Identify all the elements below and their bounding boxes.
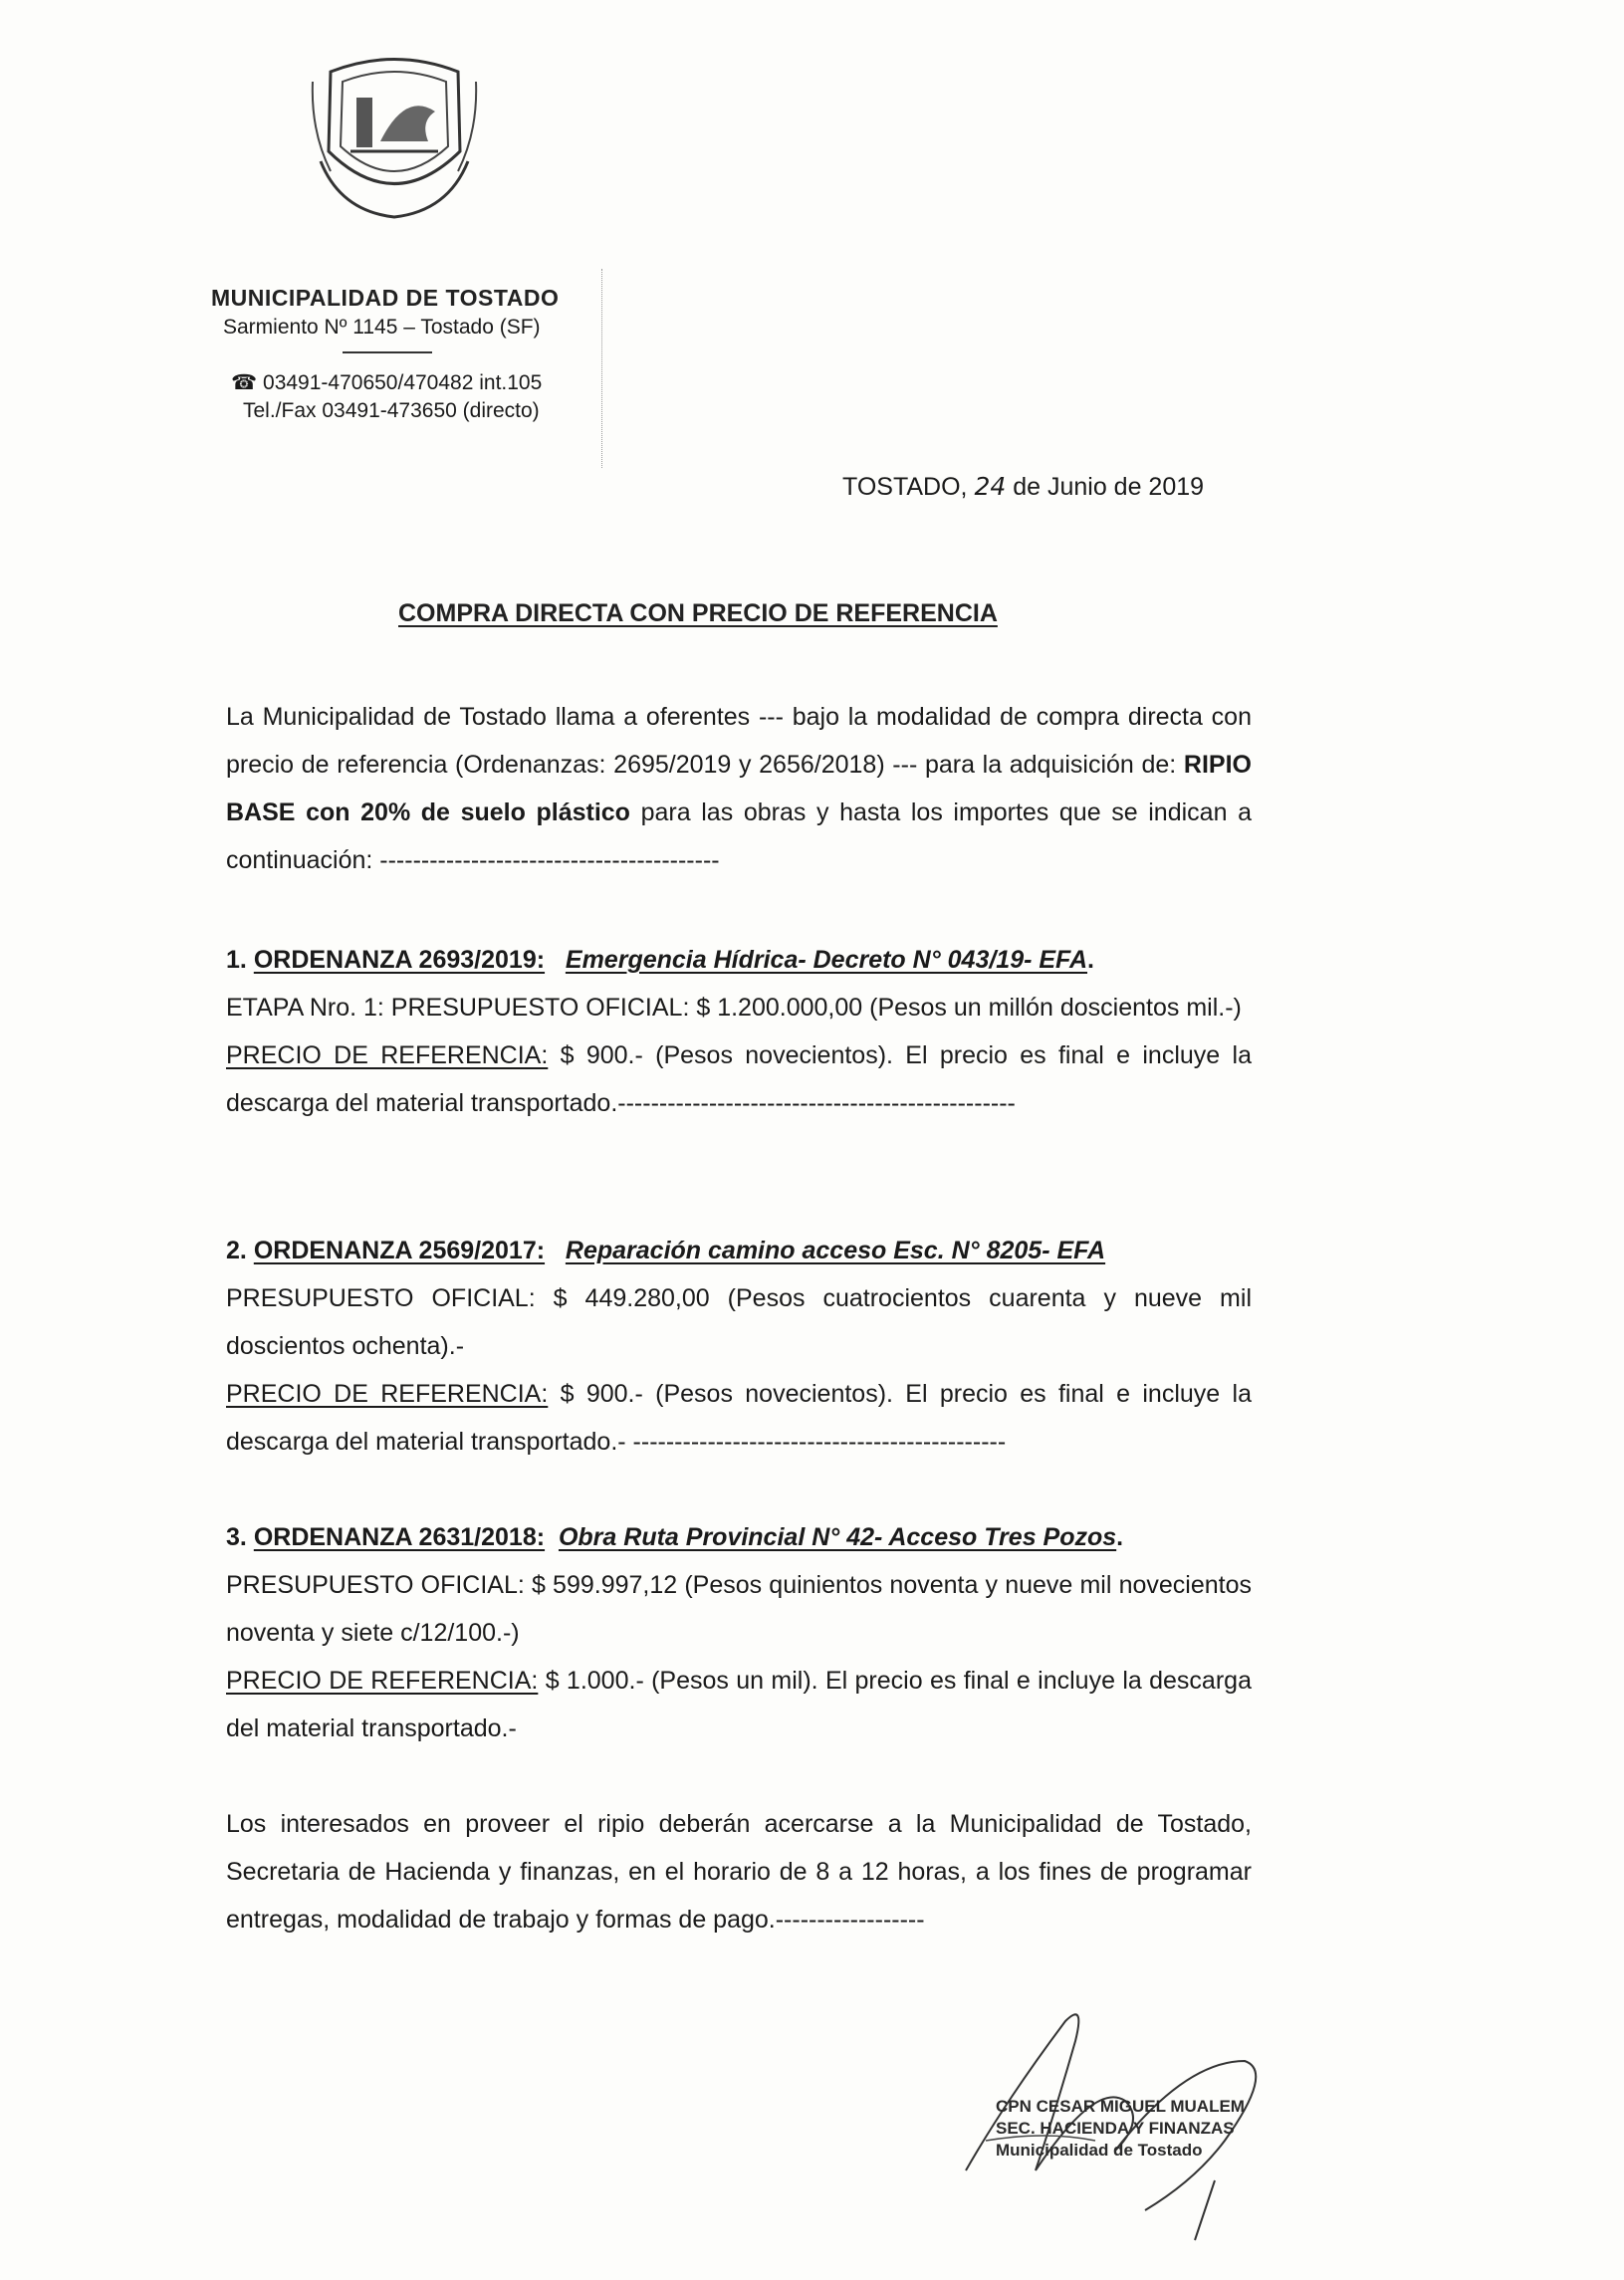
official-budget: PRESUPUESTO OFICIAL: $ 449.280,00 (Pesos cuatrocientos cuarenta y nueve mil doscientos ochenta).- (226, 1284, 1252, 1360)
ordinance-section-3 (226, 1513, 1252, 1752)
ordinance-section-2 (226, 1227, 1252, 1466)
fax-number: Tel./Fax 03491-473650 (directo) (243, 399, 540, 422)
closing-paragraph: Los interesados en proveer el ripio deberán acercarse a la Municipalidad de Tostado, Secretaria de Hacienda y finanzas, en el horario de 8 a 12 horas, a los fines de programar entregas, modalidad de trabajo y formas de pago.------------------ (226, 1810, 1252, 1934)
header-margin-line (601, 269, 602, 468)
signature-stamp: CPN CESAR MIGUEL MUALEM SEC. HACIENDA Y FINANZAS Municipalidad de Tostado (996, 2097, 1245, 2160)
reference-price: PRECIO DE REFERENCIA: $ 900.- (Pesos novecientos). El precio es final e incluye la descarga del material transportado.------------------------------------------------ (226, 1041, 1252, 1117)
letterhead (211, 285, 609, 425)
document-date: TOSTADO, 24 de Junio de 2019 (842, 472, 1205, 501)
official-budget: ETAPA Nro. 1: PRESUPUESTO OFICIAL: $ 1.200.000,00 (Pesos un millón doscientos mil.-) (226, 994, 1242, 1022)
material-name: RIPIO BASE con 20% de suelo plástico (226, 751, 1252, 826)
handwritten-day: 24 (974, 472, 1007, 501)
reference-price: PRECIO DE REFERENCIA: $ 1.000.- (Pesos un mil). El precio es final e incluye la descarga del material transportado.- (226, 1667, 1252, 1742)
section-heading: 2. ORDENANZA 2569/2017: Reparación camino acceso Esc. N° 8205- EFA (226, 1237, 1106, 1264)
telephone-icon: ☎ (231, 371, 258, 394)
section-heading: 1. ORDENANZA 2693/2019: Emergencia Hídrica- Decreto N° 043/19- EFA. (226, 946, 1094, 974)
phone-number: 03491-470650/470482 int.105 (263, 371, 543, 394)
ordinance-section-1 (226, 936, 1252, 1127)
official-budget: PRESUPUESTO OFICIAL: $ 599.997,12 (Pesos quinientos noventa y nueve mil novecientos noventa y siete c/12/100.-) (226, 1571, 1252, 1647)
municipal-coat-of-arms-icon (311, 42, 478, 221)
intro-paragraph: La Municipalidad de Tostado llama a oferentes --- bajo la modalidad de compra directa con precio de referencia (Ordenanzas: 2695/2019 y 2656/2018) --- para la adquisición de: RIPIO BASE con 20% de suelo plástico para las obras y hasta los importes que se indican a continuación: ----------------------------------------- (226, 703, 1252, 874)
header-divider (343, 351, 432, 353)
reference-price: PRECIO DE REFERENCIA: $ 900.- (Pesos novecientos). El precio es final e incluye la descarga del material transportado.- --------------------------------------------- (226, 1380, 1252, 1456)
document-title: COMPRA DIRECTA CON PRECIO DE REFERENCIA (398, 599, 998, 627)
municipality-name: MUNICIPALIDAD DE TOSTADO (211, 285, 560, 311)
municipality-address: Sarmiento Nº 1145 – Tostado (SF) (223, 316, 541, 339)
contact-info (211, 369, 609, 425)
section-heading: 3. ORDENANZA 2631/2018: Obra Ruta Provincial N° 42- Acceso Tres Pozos. (226, 1523, 1124, 1551)
